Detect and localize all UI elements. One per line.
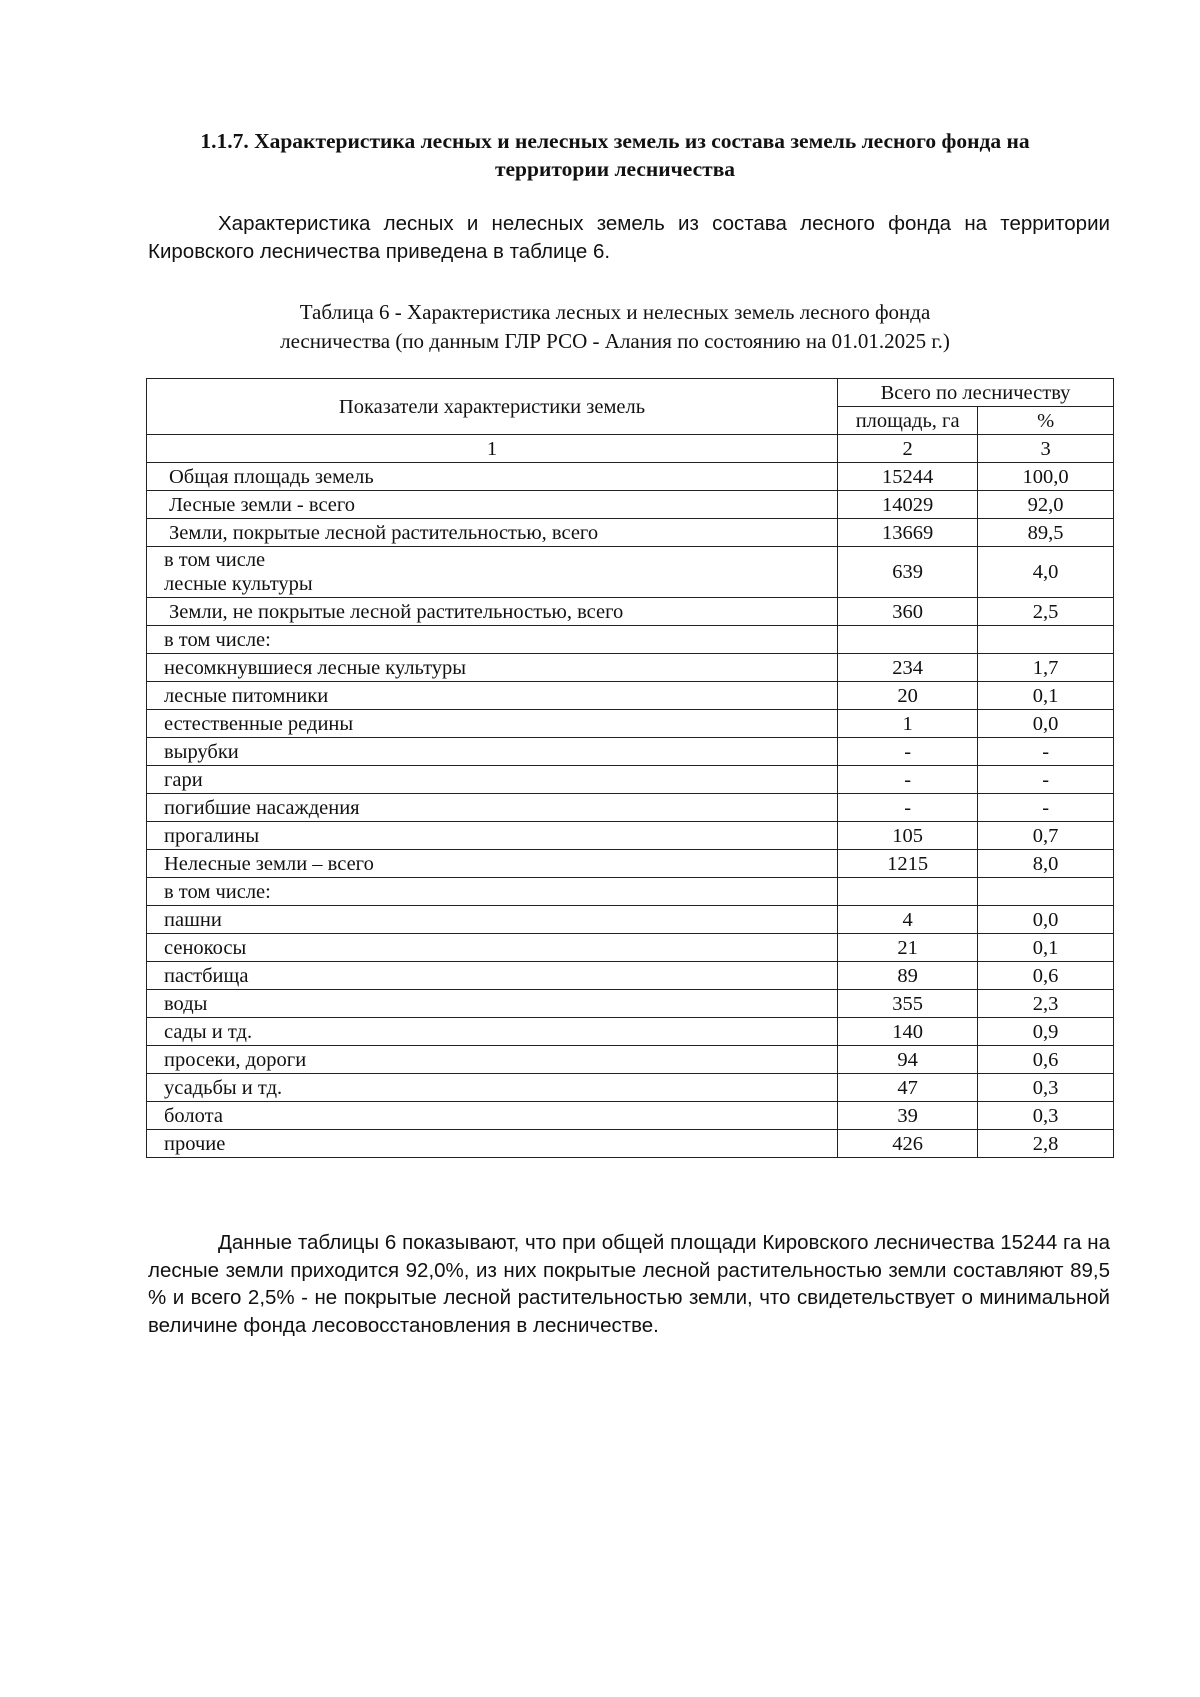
header-area: площадь, га [838,407,978,435]
row-area: 1215 [838,850,978,878]
row-label [147,738,838,766]
row-percent: 0,6 [978,1046,1114,1074]
table-row [147,626,1114,654]
row-percent: 0,1 [978,934,1114,962]
row-label-text: погибшие насаждения [164,796,360,819]
row-label-text: Лесные земли - всего [169,493,356,516]
table-row [147,598,1114,626]
row-label [147,626,838,654]
row-percent: 8,0 [978,850,1114,878]
row-label [147,906,838,934]
table-row [147,990,1114,1018]
row-label-text: в том числе [164,549,266,571]
row-label-text: в том числе: [164,880,271,903]
row-label [147,1074,838,1102]
row-area: 21 [838,934,978,962]
row-label-text: в том числе: [164,628,271,651]
row-area: - [838,766,978,794]
row-area [838,878,978,906]
row-label-text-continued: лесные культуры [164,573,313,595]
table-row [147,878,1114,906]
row-percent: 0,7 [978,822,1114,850]
row-label [147,547,838,598]
row-label-text: прогалины [164,824,260,847]
row-percent: - [978,766,1114,794]
row-label-text: несомкнувшиеся лесные культуры [164,656,467,679]
row-area: 360 [838,598,978,626]
table-row [147,962,1114,990]
row-area: 20 [838,682,978,710]
row-label [147,962,838,990]
row-percent [978,626,1114,654]
table-caption [150,298,1080,356]
table-row [147,682,1114,710]
header-percent: % [978,407,1114,435]
column-number-2: 2 [838,435,978,463]
row-area: 140 [838,1018,978,1046]
row-area: 14029 [838,491,978,519]
row-area: 94 [838,1046,978,1074]
row-area: 47 [838,1074,978,1102]
section-heading [150,127,1080,183]
row-percent: - [978,738,1114,766]
row-percent: 100,0 [978,463,1114,491]
row-percent: - [978,794,1114,822]
row-label [147,1102,838,1130]
row-label-text: просеки, дороги [164,1048,307,1071]
row-label [147,491,838,519]
table-row [147,1074,1114,1102]
row-area: 1 [838,710,978,738]
row-area: 89 [838,962,978,990]
table-header-row [147,379,1114,407]
row-percent: 0,9 [978,1018,1114,1046]
row-label-text: Нелесные земли – всего [164,852,374,875]
table-row [147,519,1114,547]
row-percent: 4,0 [978,547,1114,598]
table-caption-line2: лесничества (по данным ГЛР РСО - Алания по состоянию на 01.01.2025 г.) [280,329,950,353]
row-label-text: усадьбы и тд. [164,1076,283,1099]
row-label-text: пашни [164,908,222,931]
table-row [147,1130,1114,1158]
row-percent: 2,8 [978,1130,1114,1158]
table-row [147,766,1114,794]
row-label [147,519,838,547]
row-label [147,766,838,794]
table-row [147,710,1114,738]
row-label [147,878,838,906]
row-percent: 0,6 [978,962,1114,990]
section-heading-line1: 1.1.7. Характеристика лесных и нелесных земель из состава земель лесного фонда на [200,129,1030,153]
table-row [147,1046,1114,1074]
row-percent: 1,7 [978,654,1114,682]
row-percent: 0,0 [978,710,1114,738]
column-number-1: 1 [147,435,838,463]
row-area [838,626,978,654]
row-label [147,794,838,822]
header-forestry-total: Всего по лесничеству [838,379,1114,407]
row-area: 426 [838,1130,978,1158]
conclusion-paragraph: Данные таблицы 6 показывают, что при общей площади Кировского лесничества 15244 га на лесные земли приходится 92,0%, из них покрытые лесной растительностью земли составляют 89,5 % и всего 2,5% - не покрытые лесной растительностью земли, что свидетельствует о минимальной величине фонда лесовосстановления в лесничестве. [148,1231,1110,1337]
table-row [147,906,1114,934]
row-area: 639 [838,547,978,598]
row-label [147,1130,838,1158]
row-label-text: Земли, покрытые лесной растительностью, всего [169,521,599,544]
row-label [147,1018,838,1046]
row-label-text: воды [164,992,208,1015]
row-label [147,822,838,850]
row-label [147,463,838,491]
row-area: - [838,738,978,766]
row-label [147,990,838,1018]
row-area: 15244 [838,463,978,491]
row-percent: 0,0 [978,906,1114,934]
row-percent: 2,3 [978,990,1114,1018]
intro-paragraph: Характеристика лесных и нелесных земель из состава лесного фонда на территории Кировского лесничества приведена в таблице 6. [148,212,1110,263]
row-area: 4 [838,906,978,934]
table-row [147,491,1114,519]
row-percent: 92,0 [978,491,1114,519]
row-label-text: сенокосы [164,936,247,959]
row-area: 234 [838,654,978,682]
row-label-text: пастбища [164,964,249,987]
row-area: 13669 [838,519,978,547]
row-label [147,1046,838,1074]
table-row [147,463,1114,491]
row-label [147,654,838,682]
column-number-row [147,435,1114,463]
table-row [147,547,1114,598]
row-percent: 2,5 [978,598,1114,626]
row-label-text: Общая площадь земель [169,465,374,488]
row-percent: 0,1 [978,682,1114,710]
row-label-text: естественные редины [164,712,354,735]
row-label [147,934,838,962]
row-percent: 89,5 [978,519,1114,547]
row-area: 355 [838,990,978,1018]
table-row [147,1102,1114,1130]
row-area: - [838,794,978,822]
row-percent [978,878,1114,906]
row-label-text: сады и тд. [164,1020,253,1043]
row-percent: 0,3 [978,1102,1114,1130]
table-row [147,654,1114,682]
header-indicator: Показатели характеристики земель [147,379,838,435]
row-percent: 0,3 [978,1074,1114,1102]
row-label [147,710,838,738]
table-row [147,850,1114,878]
row-area: 105 [838,822,978,850]
row-label-text: вырубки [164,740,239,763]
row-label-text: Земли, не покрытые лесной растительностью, всего [169,600,624,623]
row-area: 39 [838,1102,978,1130]
table-row [147,934,1114,962]
table-row [147,822,1114,850]
row-label-text: прочие [164,1132,226,1155]
table-row [147,1018,1114,1046]
column-number-3: 3 [978,435,1114,463]
row-label [147,850,838,878]
row-label-text: гари [164,768,203,791]
row-label-text: лесные питомники [164,684,329,707]
table-row [147,738,1114,766]
row-label [147,682,838,710]
land-characteristics-table [146,378,1114,1158]
section-heading-line2: территории лесничества [494,157,736,181]
table-caption-line1: Таблица 6 - Характеристика лесных и нелесных земель лесного фонда [299,300,931,324]
row-label [147,598,838,626]
row-label-text: болота [164,1104,223,1127]
table-row [147,794,1114,822]
